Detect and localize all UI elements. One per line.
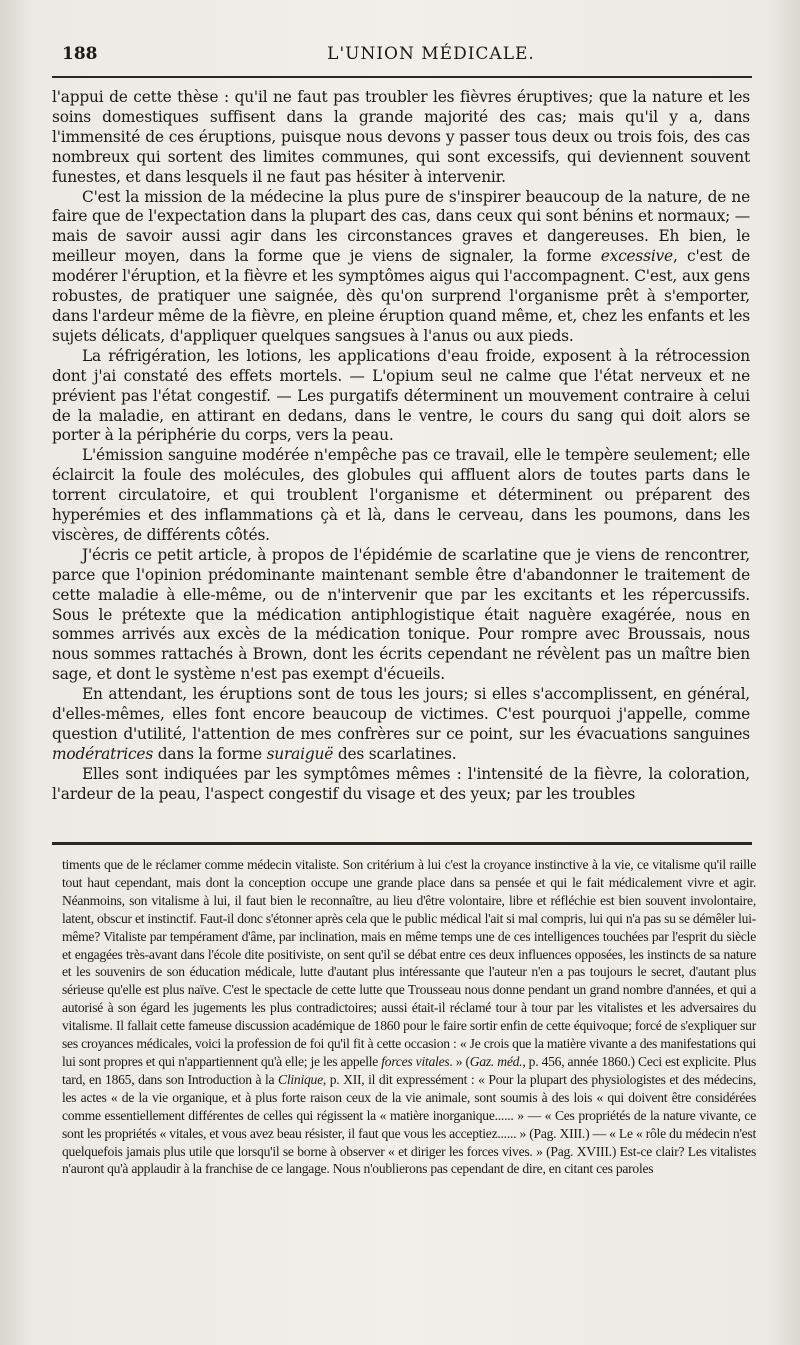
footnote-emphasis-3: Clinique: [278, 1071, 323, 1087]
page-number: 188: [62, 44, 98, 64]
paragraph-2-text-b: , c'est de modérer l'éruption, et la fièvre et les symptômes aigus qui l'accompagnent. C'est, aux gens robustes, de pratiquer une saignée, dès qu'on surprend l'organisme prêt à s'emporter, dans l'ardeur même de la fièvre, en pleine éruption quand même, et, chez les enfants et les sujets délicats, d'appliquer quelques sangsues à l'anus ou aux pieds.: [52, 247, 750, 345]
page-header: [62, 44, 760, 72]
footnote-emphasis-2: Gaz. méd.: [469, 1053, 523, 1069]
footnote-rule: [52, 842, 752, 845]
paragraph-7: Elles sont indiquées par les symptômes mêmes : l'intensité de la fièvre, la coloration, l'ardeur de la peau, l'aspect congestif du visage et des yeux; par les troubles: [52, 764, 750, 803]
paragraph-6-text-c: des scarlatines.: [333, 744, 457, 763]
footnote-emphasis-1: forces vitales: [381, 1053, 450, 1069]
paragraph-6-text-b: dans la forme: [153, 744, 267, 763]
header-rule: [52, 76, 752, 78]
paragraph-3: La réfrigération, les lotions, les applications d'eau froide, exposent à la rétrocession dont j'ai constaté des effets mortels. — L'opium seul ne calme que l'état nerveux et ne prévient pas l'état congestif. — Les purgatifs déterminent un mouvement contraire à celui de la maladie, en attirant en dedans, dans le ventre, le cours du sang qui doit alors se porter à la périphérie du corps, vers la peau.: [52, 346, 750, 445]
running-title: L'UNION MÉDICALE.: [327, 44, 535, 64]
paragraph-2-text-a: C'est la mission de la médecine la plus pure de s'inspirer beaucoup de la nature, de ne faire que de l'expectation dans la plupart des cas, dans ceux qui sont bénins et normaux; — mais de savoir aussi agir dans les circonstances graves et dangereuses. Eh bien, le meilleur moyen, dans la forme que je viens de signaler, la forme: [52, 187, 750, 266]
paragraph-6-text-a: En attendant, les éruptions sont de tous les jours; si elles s'accomplissent, en général, d'elles-mêmes, elles font encore beaucoup de victimes. C'est pourquoi j'appelle, comme question d'utilité, l'attention de mes confrères sur ce point, sur les évacuations sanguines: [52, 685, 750, 743]
footnote: [62, 856, 756, 1178]
footnote-paragraph: [62, 856, 756, 1178]
footnote-text-3: , p. 456, année 1860.) Ceci est explicite. Plus tard, en 1865, dans son Introduction à la: [62, 1053, 756, 1087]
paragraph-6-emphasis-2: suraiguë: [266, 744, 334, 763]
paragraph-2: [52, 188, 750, 347]
footnote-text-4: , p. XII, il dit expressément : « Pour la plupart des physiologistes et des médecins, les actes « de la vie organique, et à plus forte raison ceux de la vie animale, sont soumis à des lois « qui doivent être considérées comme essentiellement différentes de celles qui régissent la « matière inorganique...... » — « Ces propriétés de la nature vivante, ce sont les propriétés « vitales, et vous avez beau résister, il faut que vous les acceptiez...... » (Pag. XIII.) — « Le « rôle du médecin n'est quelquefois jamais plus utile que lorsqu'il se borne à observer « et diriger les forces vives. » (Pag. XVIII.) Est-ce clair? Les vitalistes n'auront qu'à applaudir à la franchise de ce langage. Nous n'oublierons pas cependant de dire, en citant ces paroles: [62, 1071, 757, 1177]
footnote-text-2: . » (: [449, 1053, 470, 1069]
article-body: [52, 88, 750, 805]
paragraph-2-emphasis: excessive: [600, 247, 673, 266]
paragraph-6-emphasis-1: modératrices: [52, 744, 154, 763]
paragraph-1: l'appui de cette thèse : qu'il ne faut pas troubler les fièvres éruptives; que la nature et les soins domestiques suffisent dans la grande majorité des cas; mais qu'il y a, dans l'immensité de ces éruptions, puisque nous devons y passer tous deux ou trois fois, des cas nombreux qui sortent des limites communes, qui sont excessifs, qui deviennent souvent funestes, et dans lesquels il ne faut pas hésiter à intervenir.: [52, 88, 750, 186]
paragraph-4: L'émission sanguine modérée n'empêche pas ce travail, elle le tempère seulement; elle éclaircit la foule des molécules, des globules qui affluent alors de toutes parts dans le torrent circulatoire, et qui troublent l'organisme et déterminent ou préparent des hyperémies et des inflammations çà et là, dans le cerveau, dans les poumons, dans les viscères, de différents côtés.: [52, 446, 750, 544]
paragraph-5: J'écris ce petit article, à propos de l'épidémie de scarlatine que je viens de rencontrer, parce que l'opinion prédominante maintenant semble être d'abandonner le traitement de cette maladie à elle-même, ou de n'intervenir que par les excitants et les répercussifs. Sous le prétexte que la médication antiphlogistique était naguère exagérée, nous en sommes arrivés aux excès de la médication tonique. Pour rompre avec Broussais, nous nous sommes rattachés à Brown, dont les écrits cependant ne révèlent pas un maître bien sage, et dont le système n'est pas exempt d'écueils.: [52, 545, 750, 684]
paragraph-6: [52, 685, 750, 765]
footnote-text-1: timents que de le réclamer comme médecin vitaliste. Son critérium à lui c'est la croyance instinctive à la vie, ce vitalisme qu'il raille tout haut cependant, mais dont la conception occupe une grande place dans sa pensée et qui le fait médicalement vivre et agir. Néanmoins, son vitalisme à lui, il faut bien le reconnaître, au lieu d'être volontaire, libre et réfléchie est bien souvent involontaire, latent, obscur et instinctif. Faut-il donc s'étonner après cela que le public médical l'ait si mal compris, lui qui n'a pas su se démêler lui-même? Vitaliste par tempérament d'âme, par inclination, mais en même temps une de ces intelligences touchées par l'esprit du siècle et engagées très-avant dans l'école dite positiviste, on sent qu'il se débat entre ces deux influences opposées, les instincts de sa nature et les souvenirs de son éducation médicale, lutte d'autant plus intéressante que l'auteur n'en a pas toujours le secret, d'autant plus sérieuse qu'elle est plus naïve. C'est le spectacle de cette lutte que Trousseau nous donne pendant un grand nombre d'années, et qui a autorisé à son égard les jugements les plus contradictoires; aussi était-il réclamé tour à tour par les vitalistes et les adversaires du vitalisme. Il fallait cette fameuse discussion académique de 1860 pour le faire sortir enfin de cette équivoque; forcé de s'expliquer sur ses croyances médicales, voici la profession de foi qu'il fit à cette occasion : « Je crois que la matière vivante a des manifestations qui lui sont propres et qui n'appartiennent qu'à elle; je les appelle: [62, 857, 756, 1069]
